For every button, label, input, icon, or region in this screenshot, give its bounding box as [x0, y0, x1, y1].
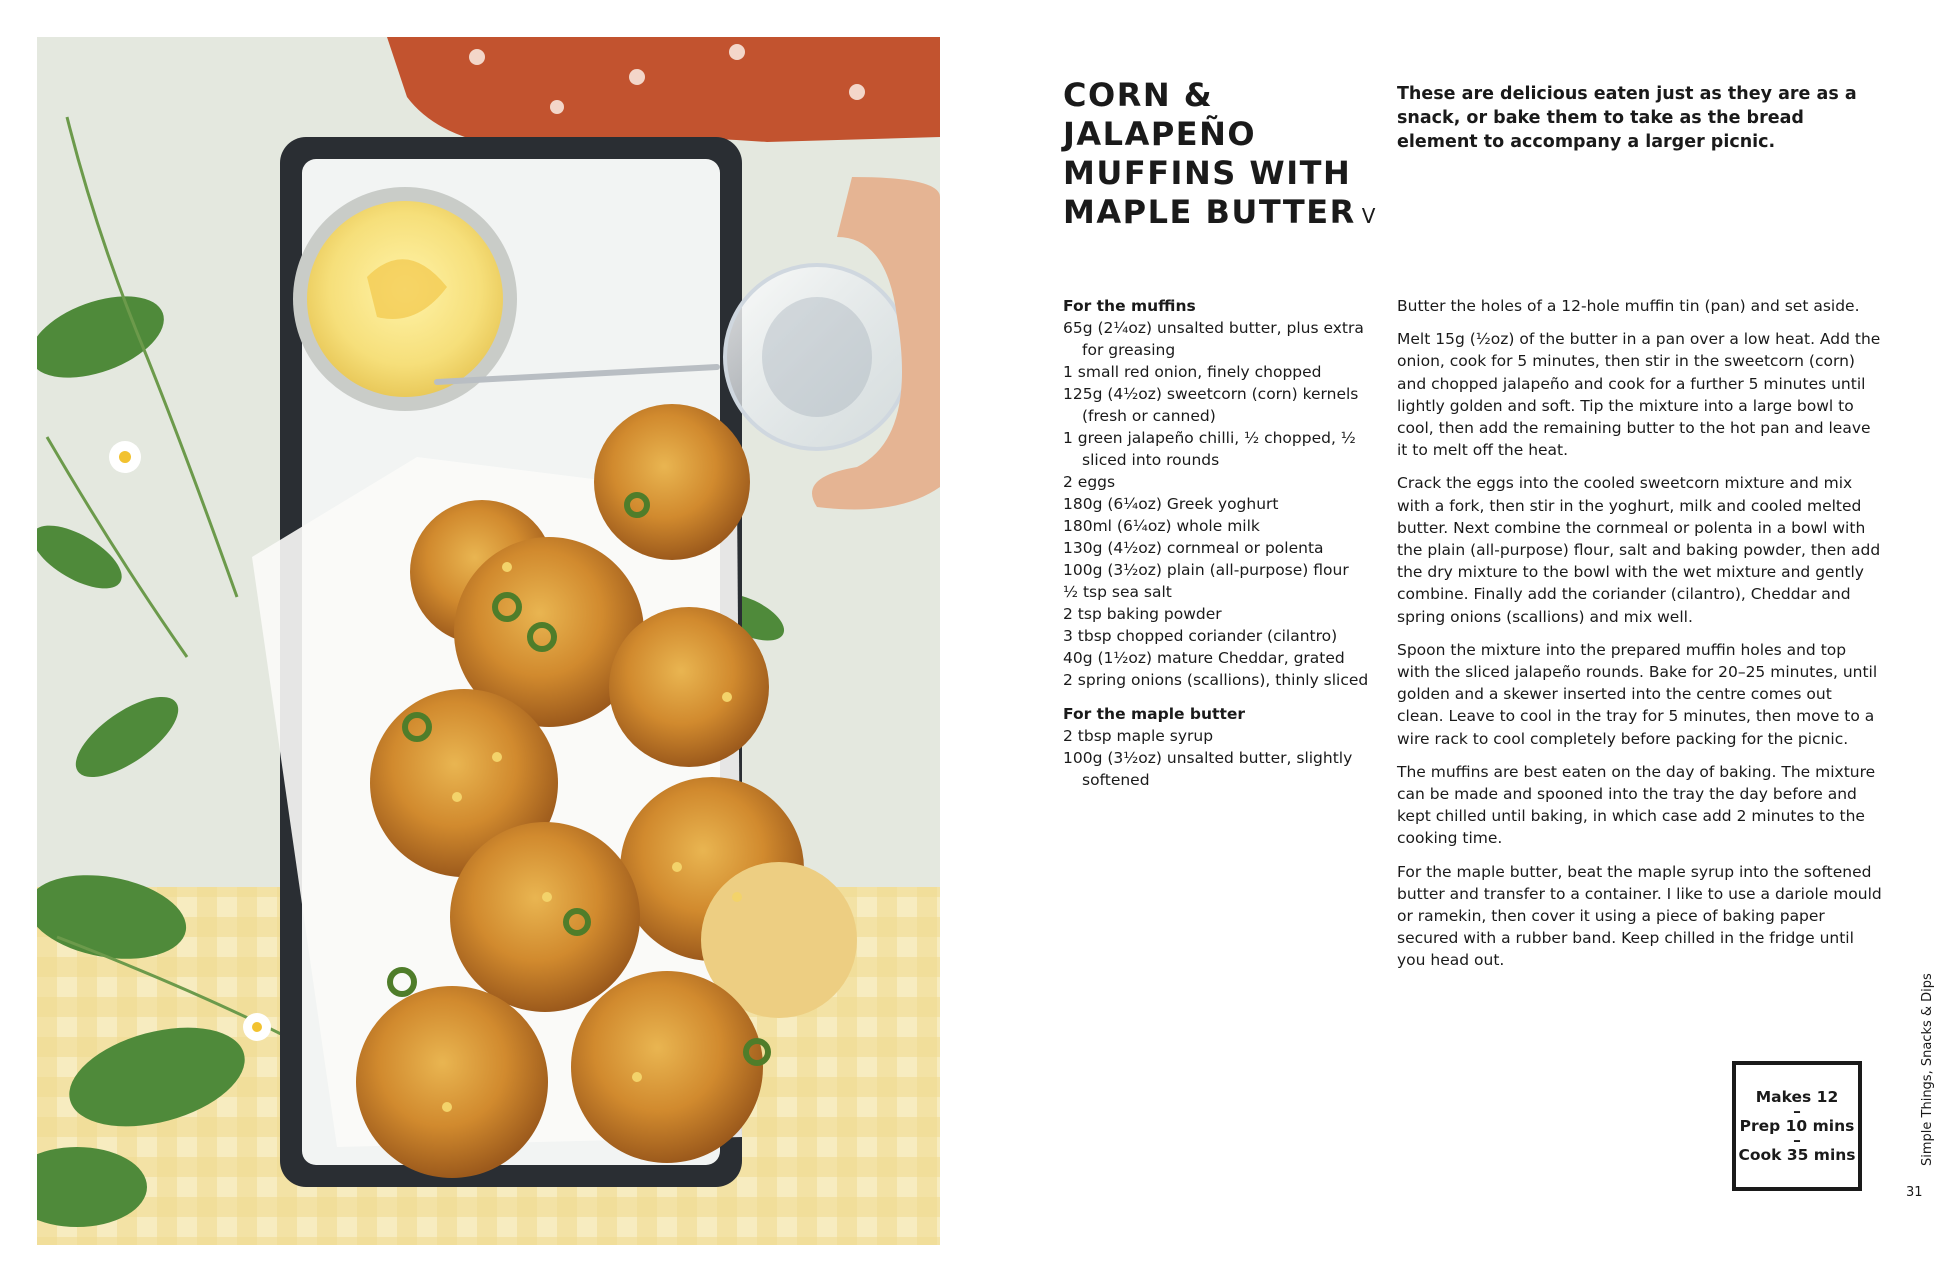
ingredient-item: 2 tbsp maple syrup — [1063, 727, 1214, 745]
muffin-ingredients — [1063, 317, 1383, 691]
method-steps — [1397, 295, 1882, 983]
muffins-heading: For the muffins — [1063, 297, 1196, 315]
vegetarian-mark: V — [1361, 204, 1376, 228]
method-step: Spoon the mixture into the prepared muffin holes and top with the sliced jalapeño rounds. Bake for 20–25 minutes, until golden and a skewer inserted into the centre comes out clean. Leave to cool in the tray for 5 minutes, then move to a wire rack to cool completely before packing for the picnic. — [1397, 640, 1878, 748]
ingredient-item: 130g (4½oz) cornmeal or polenta — [1063, 539, 1324, 557]
muffin-tray-illustration — [37, 37, 940, 1245]
ingredient-item: 2 tsp baking powder — [1063, 605, 1222, 623]
ingredient-item: 2 eggs — [1063, 473, 1116, 491]
method-step: The muffins are best eaten on the day of baking. The mixture can be made and spooned into the tray the day before and kept chilled until baking, in which case add 2 minutes to the cooking time. — [1397, 762, 1876, 848]
info-separator: – — [1793, 1102, 1801, 1120]
ingredient-item: 125g (4½oz) sweetcorn (corn) kernels (fresh or canned) — [1063, 385, 1359, 425]
info-separator: – — [1793, 1131, 1801, 1149]
ingredient-item: ½ tsp sea salt — [1063, 583, 1172, 601]
butter-ingredients — [1063, 725, 1383, 791]
method-step: Melt 15g (½oz) of the butter in a pan over a low heat. Add the onion, cook for 5 minutes, then stir in the sweetcorn (corn) and chopped jalapeño and cook for a further 5 minutes until lightly golden and soft. Tip the mixture into a large bowl to cool, then add the remaining butter to the hot pan and leave it to melt off the heat. — [1397, 330, 1881, 460]
ingredient-item: 2 spring onions (scallions), thinly sliced — [1063, 671, 1369, 689]
ingredient-item: 100g (3½oz) unsalted butter, slightly softened — [1063, 749, 1353, 789]
ingredient-item: 100g (3½oz) plain (all-purpose) flour — [1063, 561, 1349, 579]
method-step: Butter the holes of a 12-hole muffin tin (pan) and set aside. — [1397, 297, 1860, 315]
ingredients-list — [1063, 295, 1383, 803]
ingredient-item: 40g (1½oz) mature Cheddar, grated — [1063, 649, 1345, 667]
ingredient-item: 65g (2¼oz) unsalted butter, plus extra for greasing — [1063, 319, 1364, 359]
method-step: Crack the eggs into the cooled sweetcorn mixture and mix with a fork, then stir in the yoghurt, milk and cooled melted butter. Next combine the cornmeal or polenta in a bowl with the plain (all-purpose) flour, salt and baking powder, then add the dry mixture to the bowl with the wet mixture and gently combine. Finally add the coriander (cilantro), Cheddar and spring onions (scallions) and mix well. — [1397, 474, 1881, 626]
recipe-title-text: CORN & JALAPEÑO MUFFINS WITH MAPLE BUTTER — [1063, 76, 1356, 231]
makes-quantity: Makes 12 — [1755, 1088, 1839, 1106]
ingredient-item: 3 tbsp chopped coriander (cilantro) — [1063, 627, 1338, 645]
ingredient-item: 180g (6¼oz) Greek yoghurt — [1063, 495, 1279, 513]
cook-time: Cook 35 mins — [1738, 1146, 1856, 1164]
ingredient-item: 180ml (6¼oz) whole milk — [1063, 517, 1260, 535]
recipe-intro: These are delicious eaten just as they are as a snack, or bake them to take as the bread element to accompany a larger picnic. — [1397, 84, 1857, 152]
recipe-title — [1063, 76, 1383, 236]
section-label: Simple Things, Snacks & Dips — [1920, 973, 1935, 1166]
recipe-info-box — [1732, 1061, 1862, 1191]
maple-butter-heading: For the maple butter — [1063, 705, 1246, 723]
page-number: 31 — [1906, 1185, 1923, 1200]
recipe-photo — [37, 37, 940, 1245]
prep-time: Prep 10 mins — [1739, 1117, 1855, 1135]
ingredient-item: 1 green jalapeño chilli, ½ chopped, ½ sliced into rounds — [1063, 429, 1356, 469]
method-step: For the maple butter, beat the maple syrup into the softened butter and transfer to a container. I like to use a dariole mould or ramekin, then cover it using a piece of baking paper secured with a rubber band. Keep chilled in the fridge until you head out. — [1397, 862, 1882, 970]
ingredient-item: 1 small red onion, finely chopped — [1063, 363, 1322, 381]
